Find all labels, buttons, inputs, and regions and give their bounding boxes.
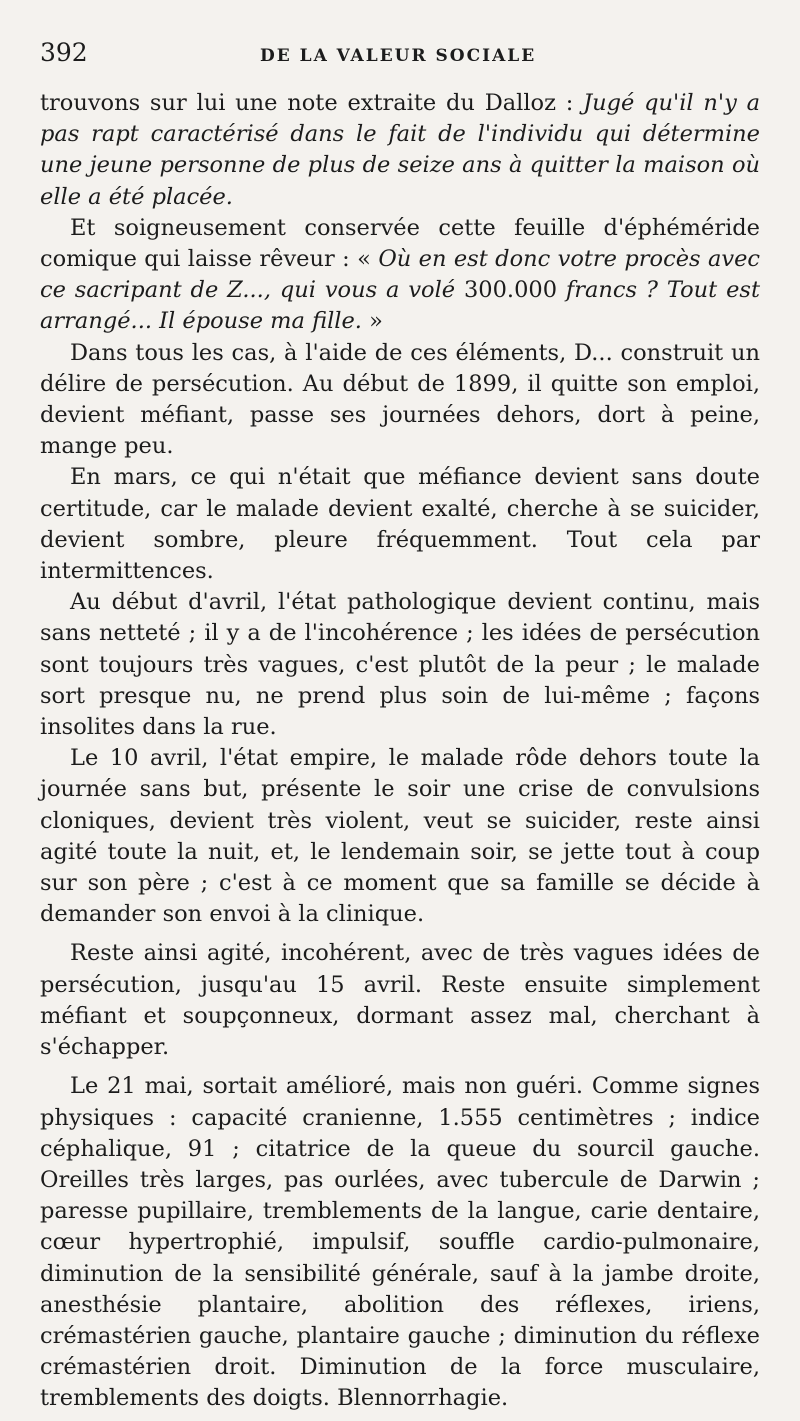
- text-run: Et soigneusement conservée cette feuille d'éphéméride comique qui laisse rêveur : «: [40, 214, 760, 273]
- text-run: Le 21 mai, sortait amélioré, mais non guéri. Comme signes physiques : capacité cranienne, 1.555 centimètres ; indice céphalique, 91 ; citatrice de la queue du sourcil gauche. Oreilles très larges, pas ourlées, avec tubercule de Darwin ; paresse pupillaire, tremblements de la langue, carie dentaire, cœur hypertrophié, impulsif, souffle cardio-pulmonaire, diminution de la sensibilité générale, sauf à la jambe droite, anesthésie plantaire, abolition des réflexes, iriens, crémastérien gauche, plantaire gauche ; diminution du réflexe crémastérien droit. Diminution de la force musculaire, tremblements des doigts. Blennorrhagie.: [40, 1073, 760, 1412]
- paragraph: [40, 462, 760, 587]
- page-number: 392: [40, 38, 88, 67]
- text-run: »: [361, 308, 383, 335]
- text-run: Le 10 avril, l'état empire, le malade rôde dehors toute la journée sans but, présente le soir une crise de convulsions cloniques, devient très violent, veut se suicider, reste ainsi agité toute la nuit, et, le lendemain soir, se jette tout à coup sur son père ; c'est à ce moment que sa famille se décide à demander son envoi à la clinique.: [40, 745, 760, 928]
- text-run: Au début d'avril, l'état pathologique devient continu, mais sans netteté ; il y a de l'incohérence ; les idées de persécution sont toujours très vagues, c'est plutôt de la peur ; le malade sort presque nu, ne prend plus soin de lui-même ; façons insolites dans la rue.: [40, 589, 760, 741]
- body-text: [40, 88, 760, 1415]
- running-head: DE LA VALEUR SOCIALE: [260, 46, 537, 66]
- paragraph: [40, 743, 760, 930]
- paragraph: [40, 1071, 760, 1414]
- text-run: Reste ainsi agité, incohérent, avec de très vagues idées de persécution, jusqu'au 15 avril. Reste ensuite simplement méfiant et soupçonneux, dormant assez mal, cherchant à s'échapper.: [40, 940, 760, 1061]
- paragraph: [40, 938, 760, 1063]
- paragraph-gap: [40, 1063, 760, 1071]
- text-run: 300.000: [463, 277, 566, 304]
- paragraph: [40, 88, 760, 213]
- text-run: En mars, ce qui n'était que méfiance devient sans doute certitude, car le malade devient exalté, cherche à se suicider, devient sombre, pleure fréquemment. Tout cela par intermittences.: [40, 464, 760, 585]
- page-header: [40, 38, 760, 78]
- text-run: trouvons sur lui une note extraite du Dalloz :: [40, 90, 584, 116]
- italic-text-run: Où en est donc votre procès avec ce sacripant de Z..., qui vous a volé: [40, 246, 761, 304]
- text-run: Dans tous les cas, à l'aide de ces éléments, D... construit un délire de persécution. Au début de 1899, il quitte son emploi, devient méfiant, passe ses journées dehors, dort à peine, mange peu.: [40, 339, 760, 460]
- paragraph: [40, 587, 760, 743]
- paragraph: [40, 338, 760, 463]
- paragraph: [40, 213, 760, 338]
- paragraph-gap: [40, 930, 760, 938]
- italic-text-run: francs ? Tout est arrangé... Il épouse ma fille.: [40, 277, 760, 335]
- italic-text-run: Jugé qu'il n'y a pas rapt caractérisé dans le fait de l'individu qui détermine une jeune personne de plus de seize ans à quitter la maison où elle a été placée.: [40, 90, 761, 210]
